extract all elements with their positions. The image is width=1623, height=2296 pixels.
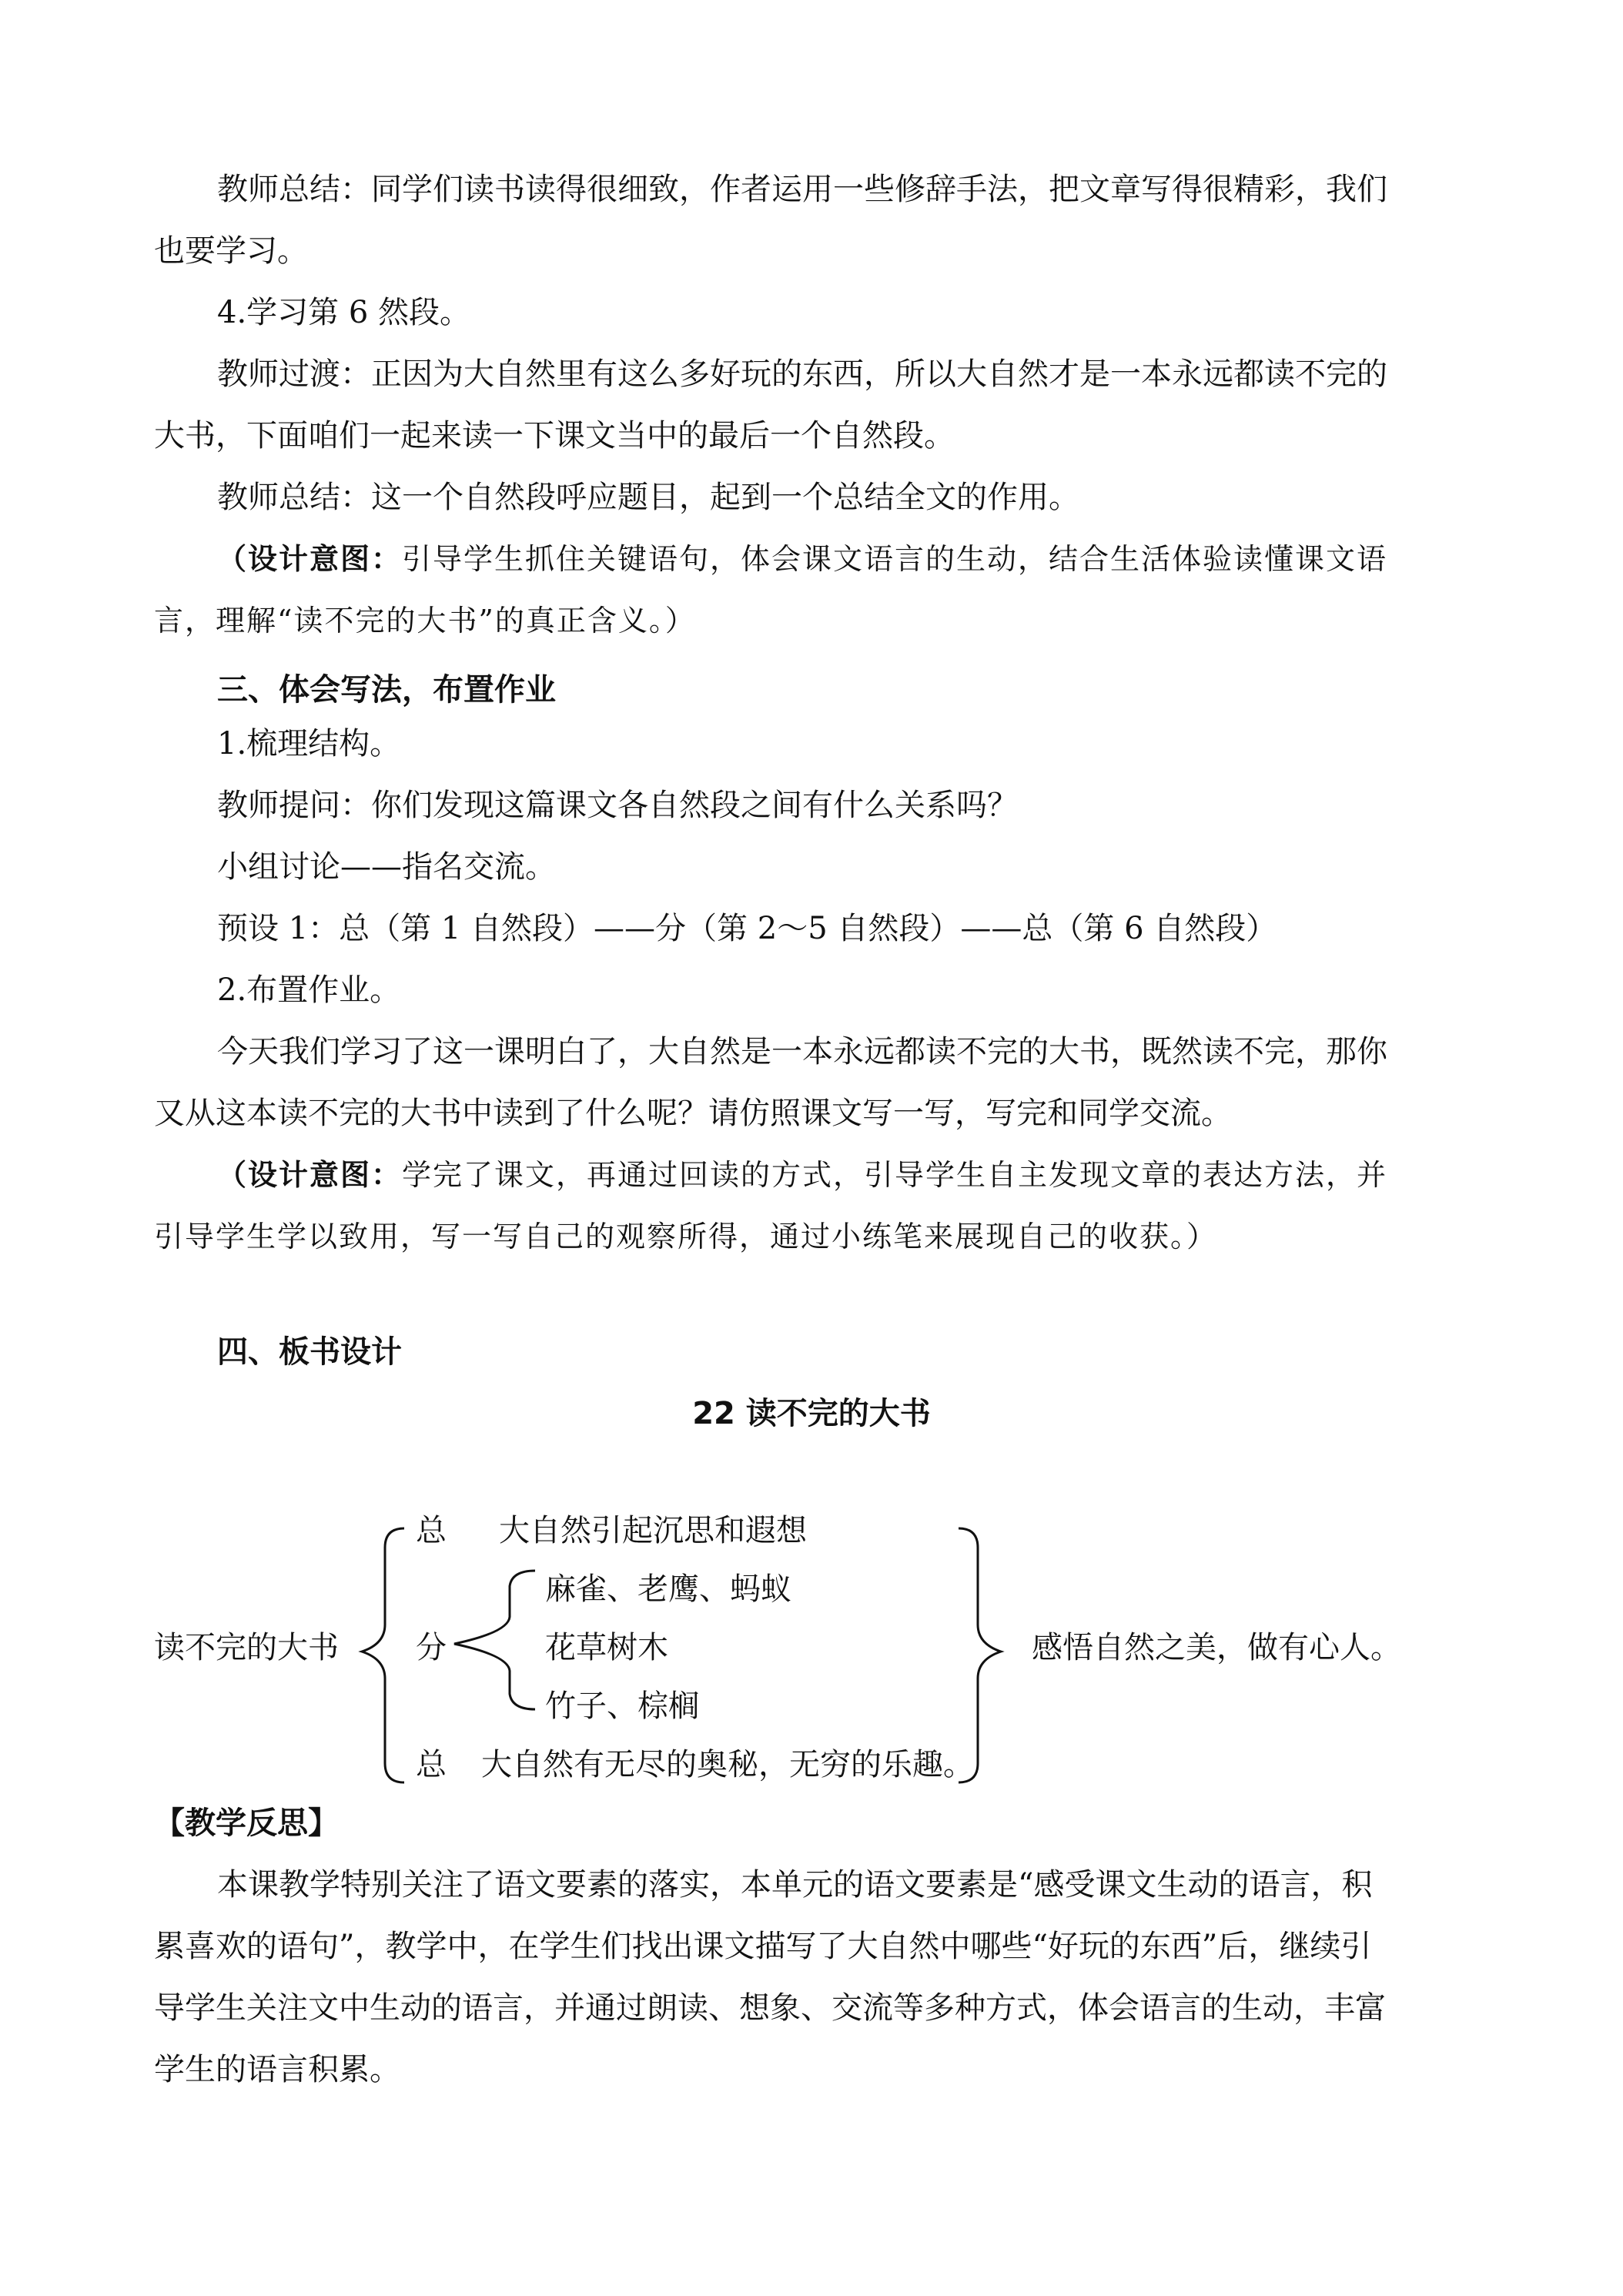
paragraph-teacher-question: 教师提问：你们发现这篇课文各自然段之间有什么关系吗？ — [217, 788, 1018, 823]
design-intent-note-2 — [217, 1153, 1387, 1197]
left-brace — [362, 1528, 404, 1782]
paragraph-teacher-summary-1: 教师总结：同学们读书读得很细致，作者运用一些修辞手法，把文章写得很精彩，我们 — [217, 172, 1387, 207]
paragraph-teacher-transition-cont: 大书，下面咱们一起来读一下课文当中的最后一个自然段。 — [154, 418, 955, 454]
step-4-heading: 4.学习第 6 然段。 — [217, 295, 471, 330]
board-zong-2: 总 — [416, 1747, 447, 1782]
reflection-line-2: 累喜欢的语句”，教学中，在学生们找出课文描写了大自然中哪些“好玩的东西”后，继续引 — [154, 1929, 1372, 1964]
reflection-heading: 【教学反思】 — [154, 1806, 339, 1841]
board-zong-2-text: 大自然有无尽的奥秘，无穷的乐趣。 — [481, 1747, 974, 1782]
design-intent-text: 学完了课文，再通过回读的方式，引导学生自主发现文章的表达方法，并 — [402, 1158, 1388, 1192]
reflection-line-1: 本课教学特别关注了语文要素的落实，本单元的语文要素是“感受课文生动的语言，积 — [217, 1867, 1373, 1903]
paragraph-homework-cont: 又从这本读不完的大书中读到了什么呢？请仿照课文写一写，写完和同学交流。 — [154, 1096, 1232, 1131]
board-fen-item-1: 麻雀、老鹰、蚂蚁 — [545, 1571, 791, 1607]
board-fen: 分 — [416, 1630, 447, 1665]
section-heading-3: 三、体会写法，布置作业 — [217, 672, 556, 708]
paragraph-teacher-summary-1-cont: 也要学习。 — [154, 233, 308, 269]
board-right-label: 感悟自然之美，做有心人。 — [1032, 1630, 1401, 1665]
step-2-heading: 2.布置作业。 — [217, 972, 401, 1008]
board-left-label: 读不完的大书 — [154, 1630, 339, 1665]
design-intent-label: （设计意图： — [217, 1157, 403, 1192]
paragraph-homework: 今天我们学习了这一课明白了，大自然是一本永远都读不完的大书，既然读不完，那你 — [217, 1034, 1387, 1069]
board-fen-item-2: 花草树木 — [545, 1630, 668, 1665]
design-intent-note-1 — [217, 537, 1387, 581]
reflection-line-4: 学生的语言积累。 — [154, 2052, 400, 2087]
design-intent-note-2-cont: 引导学生学以致用，写一写自己的观察所得，通过小练笔来展现自己的收获。） — [154, 1220, 1218, 1253]
board-zong-1: 总 — [416, 1513, 447, 1548]
paragraph-teacher-summary-2: 教师总结：这一个自然段呼应题目，起到一个总结全文的作用。 — [217, 480, 1079, 515]
design-intent-label: （设计意图： — [217, 541, 403, 576]
board-title: 22 读不完的大书 — [692, 1396, 931, 1431]
reflection-line-3: 导学生关注文中生动的语言，并通过朗读、想象、交流等多种方式，体会语言的生动，丰富 — [154, 1990, 1386, 2026]
inner-brace — [454, 1571, 535, 1709]
design-intent-note-1-cont: 言，理解“读不完的大书”的真正含义。） — [154, 604, 696, 638]
paragraph-teacher-transition: 教师过渡：正因为大自然里有这么多好玩的东西，所以大自然才是一本永远都读不完的 — [217, 356, 1387, 392]
paragraph-preset-1: 预设 1：总（第 1 自然段）——分（第 2～5 自然段）——总（第 6 自然段） — [217, 911, 1277, 946]
step-1-heading: 1.梳理结构。 — [217, 726, 401, 761]
paragraph-group-discussion: 小组讨论——指名交流。 — [217, 849, 556, 885]
board-fen-item-3: 竹子、棕榈 — [545, 1689, 699, 1724]
board-zong-1-text: 大自然引起沉思和遐想 — [499, 1513, 807, 1548]
section-heading-4: 四、板书设计 — [217, 1334, 402, 1370]
design-intent-text: 引导学生抓住关键语句，体会课文语言的生动，结合生活体验读懂课文语 — [402, 542, 1388, 576]
